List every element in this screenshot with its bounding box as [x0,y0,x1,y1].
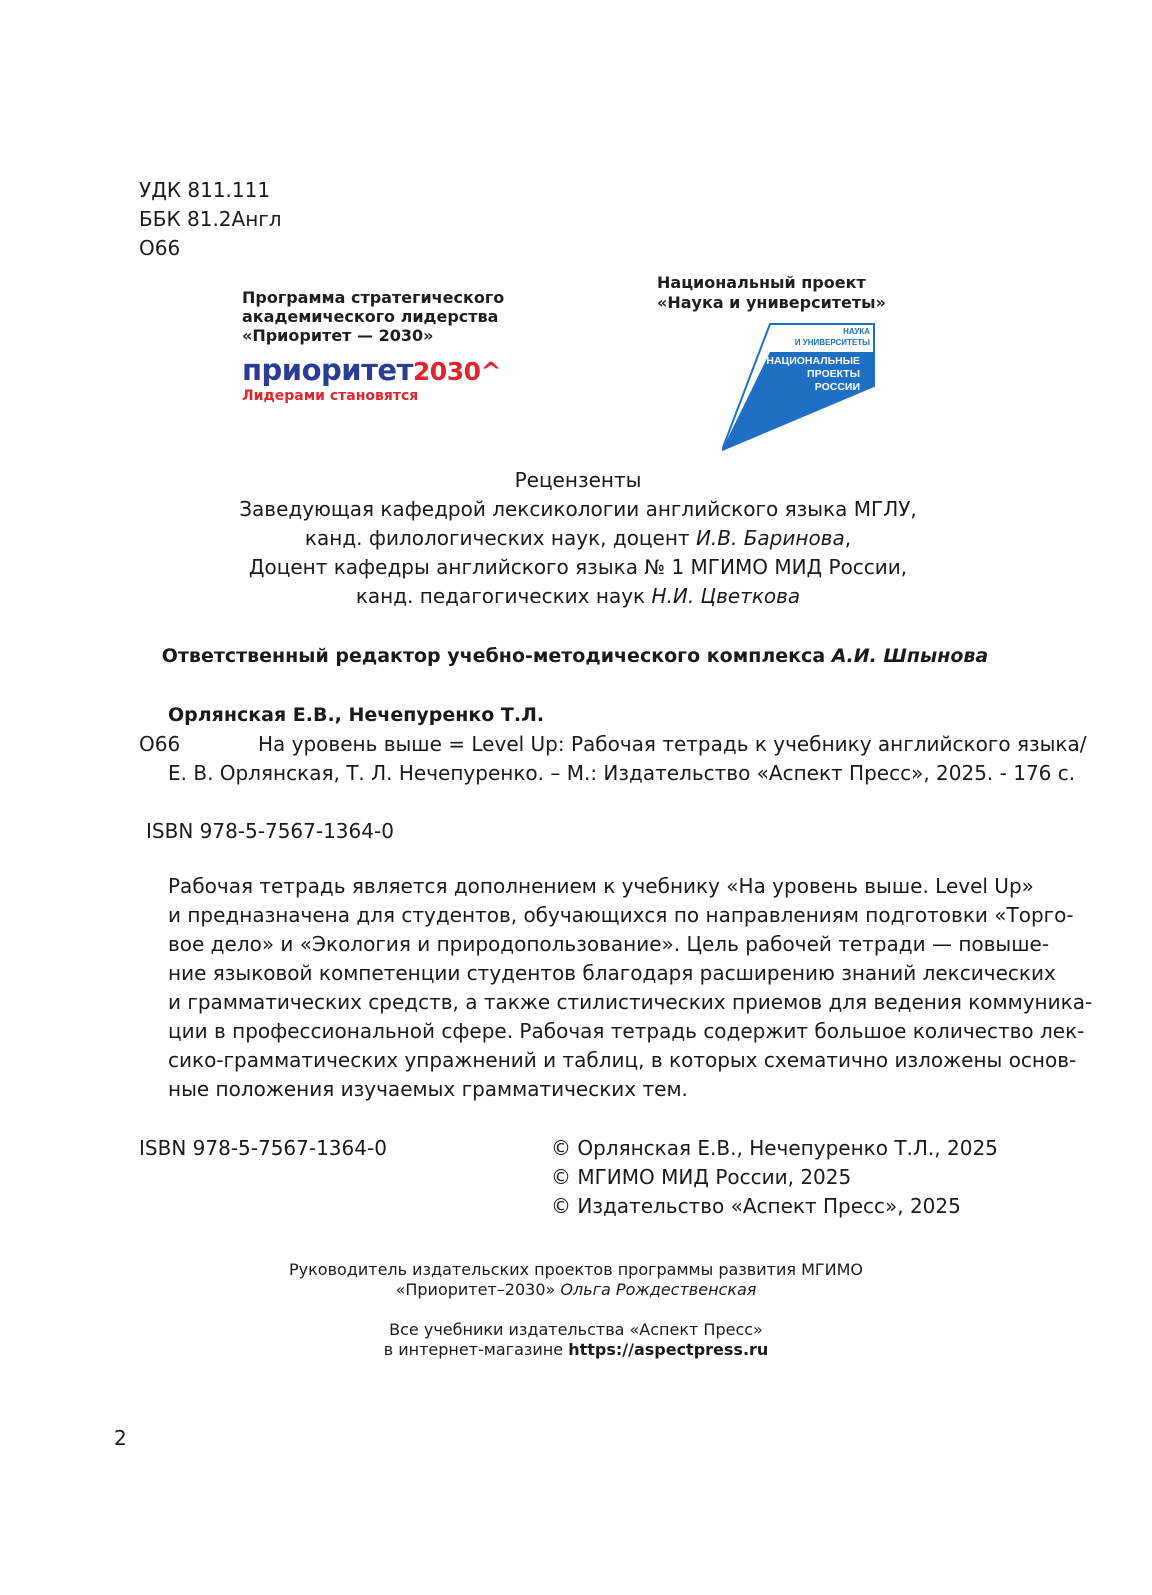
abstract-line: ции в профессиональной сфере. Рабочая тетрадь содержит большое количество лек- [168,1019,1085,1043]
project-lead-line-2: «Приоритет–2030» Ольга Рождественская [395,1280,757,1299]
abstract-line: ные положения изучаемых грамматических тем. [168,1077,688,1101]
abstract-line: ние языковой компетенции студентов благодаря расширению знаний лексических [168,961,1056,985]
classification-block [139,176,282,263]
abstract-line: вое дело» и «Экология и природопользование». Цель рабочей тетради — повыше- [168,932,1050,956]
project-lead-line-1: Руководитель издательских проектов программы развития МГИМО [289,1260,863,1279]
priority-word: приоритет [242,353,413,387]
page-number: 2 [114,1426,127,1450]
national-project-heading: Национальный проект «Наука и университеты» [657,273,886,312]
shop-line-1: Все учебники издательства «Аспект Пресс» [389,1320,763,1339]
logo-text-universities: И УНИВЕРСИТЕТЫ [794,338,870,347]
editor-name: А.И. Шпынова [831,645,989,667]
bib-imprint-line: Е. В. Орлянская, Т. Л. Нечепуренко. – М.: Издательство «Аспект Пресс», 2025. - 176 с. [168,761,1076,785]
isbn-bottom: ISBN 978-5-7567-1364-0 [139,1136,387,1160]
logo-text-projects: ПРОЕКТЫ [807,368,860,380]
logo-text-russia: РОССИИ [814,381,860,393]
reviewers-section [160,466,996,611]
shop-line-2: в интернет-магазине https://aspectpress.ru [383,1340,769,1359]
author-mark: О66 [139,236,181,260]
shop-note [240,1320,912,1360]
bbk-code: ББК 81.2Англ [139,207,282,231]
abstract-paragraph [168,872,1093,1104]
authors-heading: Орлянская Е.В., Нечепуренко Т.Л. [168,704,545,726]
logo-text-science: НАУКА [843,327,870,336]
reviewer-1-name: И.В. Баринова [695,526,845,550]
copyright-authors: © Орлянская Е.В., Нечепуренко Т.Л., 2025 [551,1136,998,1160]
abstract-line: и предназначена для студентов, обучающихся по направлениям подготовки «Торго- [168,903,1074,927]
reviewers-title: Рецензенты [514,468,642,492]
udk-code: УДК 811.111 [139,178,271,202]
national-projects-logo-icon [722,322,882,452]
reviewer-1-position: Заведующая кафедрой лексикологии английского языка МГЛУ, [239,497,917,521]
copyright-mgimo: © МГИМО МИД России, 2025 [551,1165,852,1189]
reviewer-1-degree: канд. филологических наук, доцент И.В. Баринова, [304,526,852,550]
abstract-line: сико-грамматических упражнений и таблиц, в которых схематично изложены основ- [168,1048,1077,1072]
responsible-editor: Ответственный редактор учебно-методического комплекса А.И. Шпынова [161,645,989,667]
project-lead-note [240,1260,912,1300]
priority-year: 2030^ [412,357,501,386]
priority-program-heading: Программа стратегического академического лидерства «Приоритет — 2030» [242,288,505,345]
priority-slogan: Лидерами становятся [242,388,419,404]
project-lead-name: Ольга Рождественская [560,1280,757,1299]
copyright-block [551,1134,998,1221]
priority-wordmark [242,355,512,387]
national-project-block [657,273,917,313]
copyright-publisher: © Издательство «Аспект Пресс», 2025 [551,1194,961,1218]
shop-url-link[interactable]: https://aspectpress.ru [568,1340,769,1359]
reviewer-2-name: Н.И. Цветкова [651,584,801,608]
isbn-top: ISBN 978-5-7567-1364-0 [146,819,394,843]
abstract-line: Рабочая тетрадь является дополнением к учебнику «На уровень выше. Level Up» [168,874,1034,898]
bib-title-line: На уровень выше = Level Up: Рабочая тетрадь к учебнику английского языка/ [258,732,1087,756]
reviewer-2-position: Доцент кафедры английского языка № 1 МГИМО МИД России, [248,555,908,579]
priority-2030-logo [242,288,512,405]
reviewer-2-degree: канд. педагогических наук Н.И. Цветкова [355,584,801,608]
abstract-line: и грамматических средств, а также стилистических приемов для ведения коммуника- [168,990,1093,1014]
bib-author-mark: О66 [139,732,181,756]
logo-text-national: НАЦИОНАЛЬНЫЕ [766,355,860,367]
